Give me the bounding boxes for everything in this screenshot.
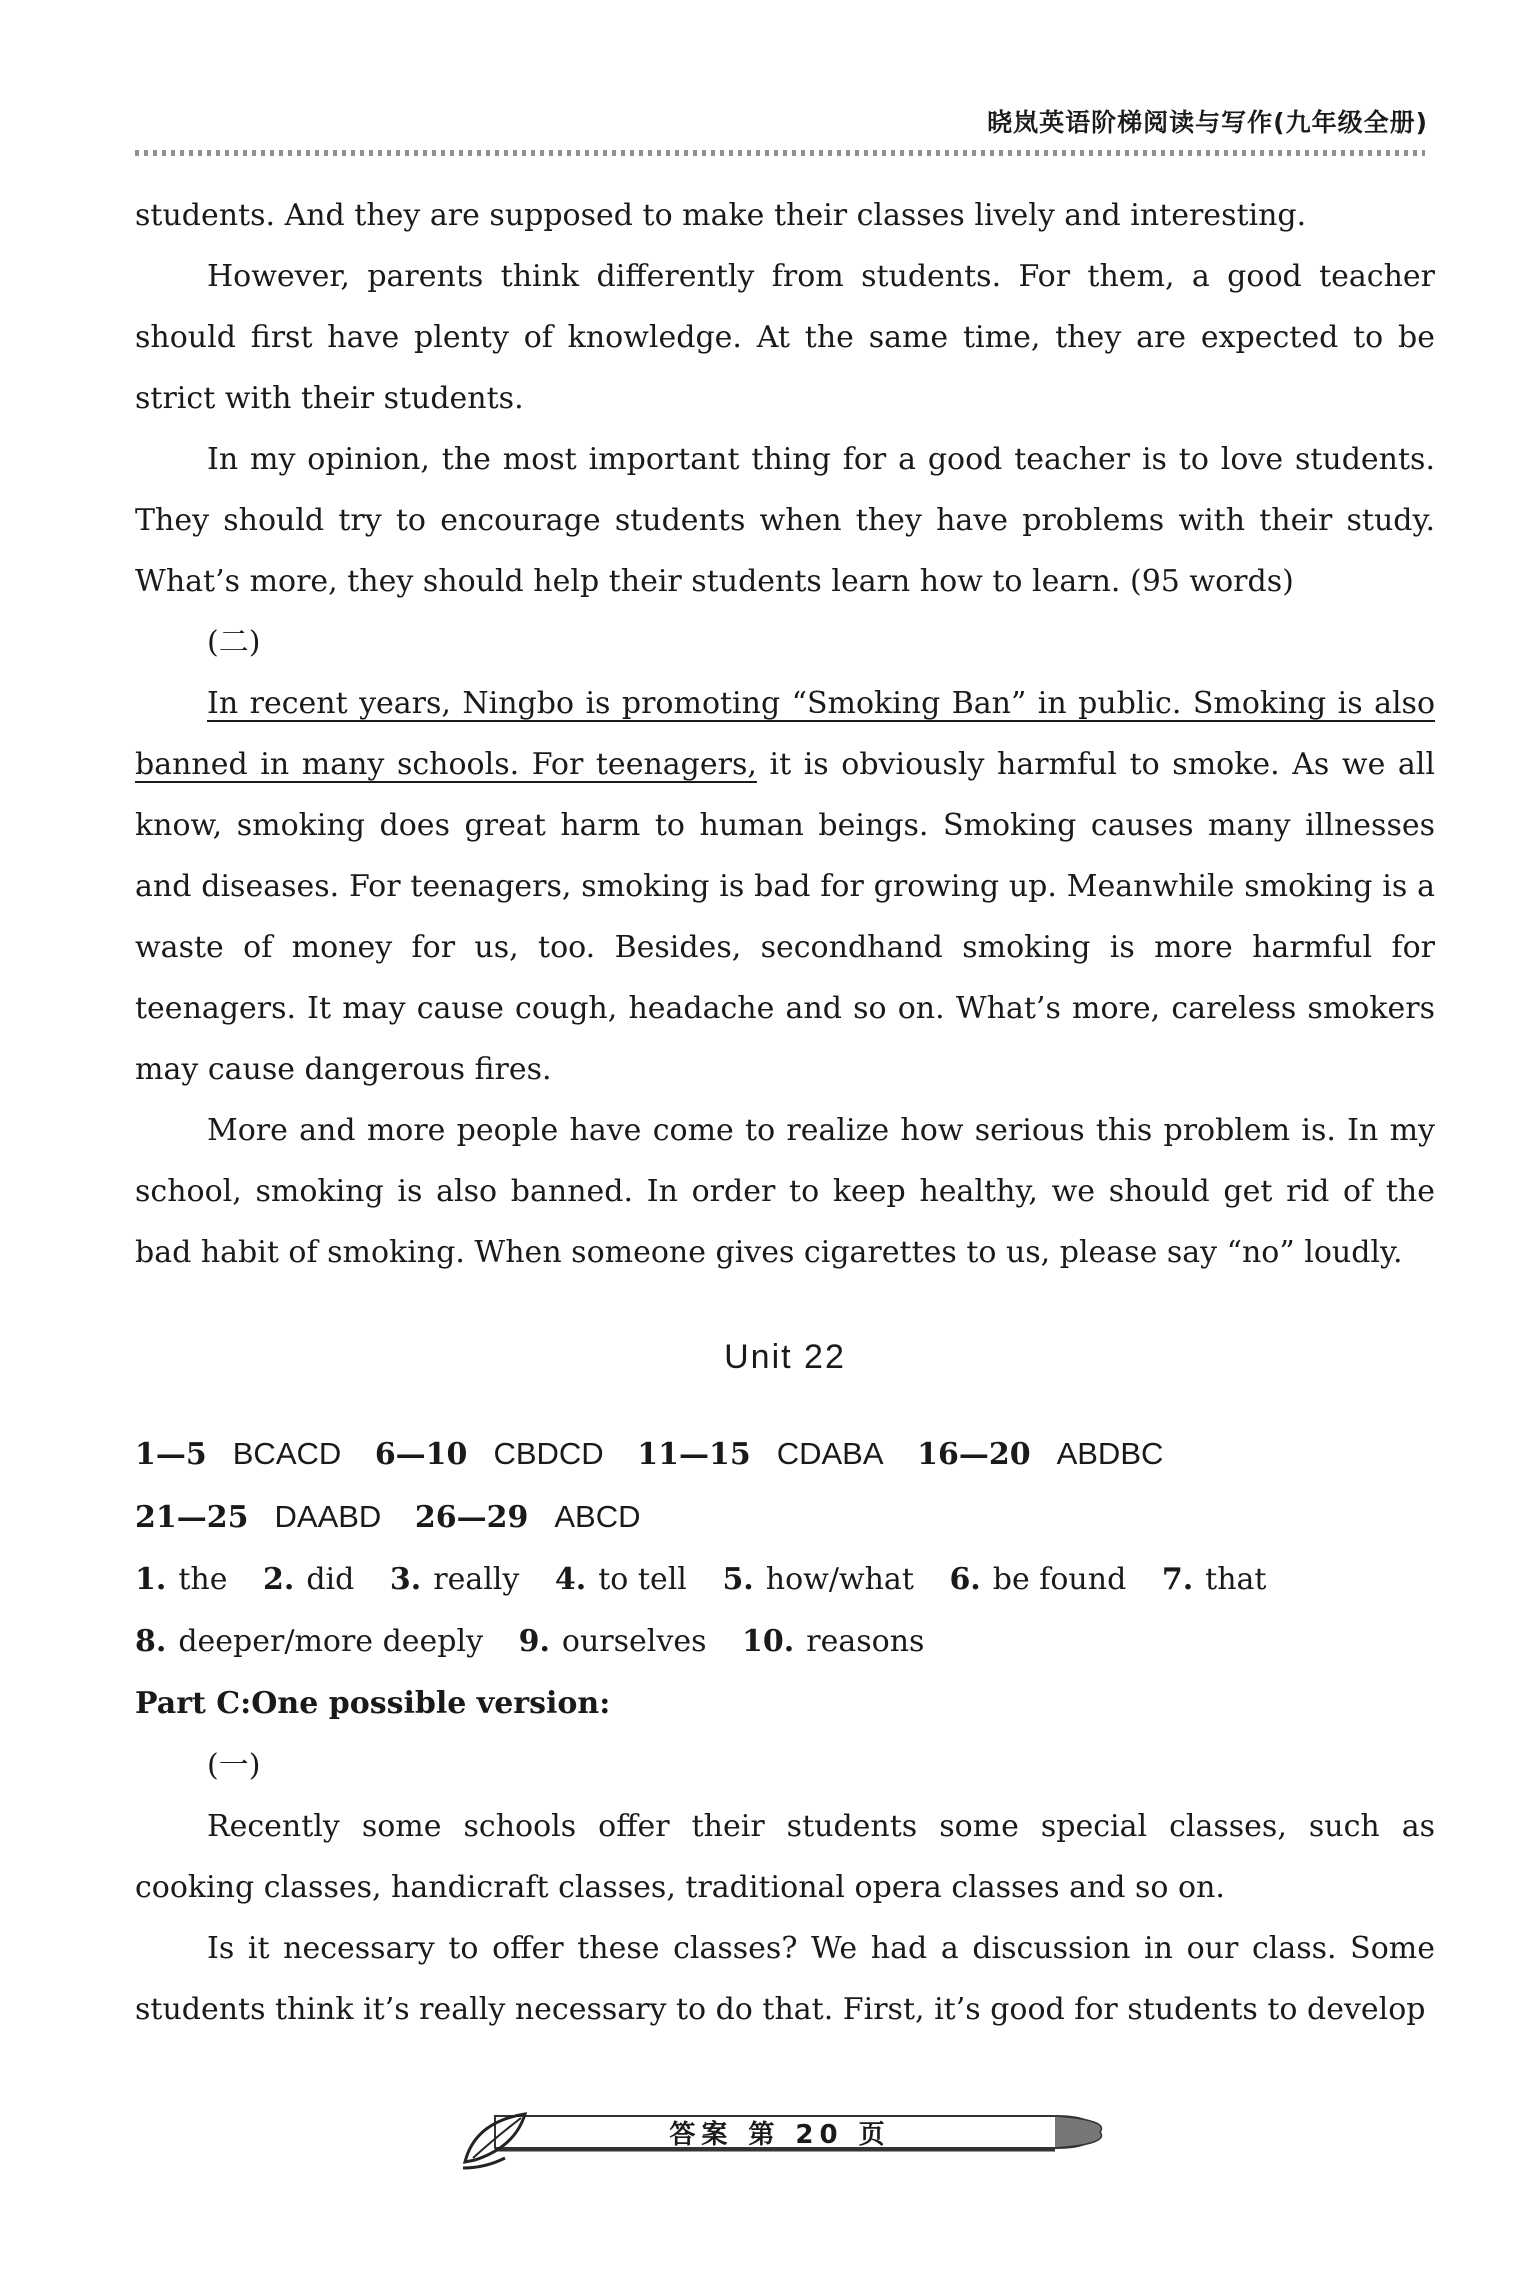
answer-range: 26—29 — [414, 1500, 529, 1535]
answer-key-row-1 — [135, 1423, 1435, 1486]
fill-number: 9. — [518, 1624, 550, 1659]
fill-number: 7. — [1161, 1562, 1194, 1597]
answer-range: 1—5 — [135, 1437, 207, 1472]
fill-answers-row-1 — [135, 1549, 1435, 1611]
fill-number: 8. — [135, 1624, 167, 1659]
header-divider — [135, 150, 1425, 156]
fill-number: 2. — [263, 1562, 295, 1597]
answer-key: BCACD — [232, 1436, 342, 1471]
part-c-heading: Part C:One possible version: — [135, 1686, 611, 1721]
answer-key: ABCD — [554, 1499, 641, 1534]
fill-answer: that — [1205, 1562, 1267, 1597]
page-number-label: 答案 第 20 页 — [669, 2119, 891, 2150]
fill-number: 10. — [742, 1624, 795, 1659]
answer-range: 16—20 — [917, 1437, 1031, 1472]
page-body — [135, 185, 1435, 2040]
leaf-ornament-icon — [455, 2102, 565, 2172]
fill-answer: deeper/more deeply — [178, 1624, 484, 1659]
fill-number: 3. — [389, 1562, 422, 1597]
answer-key: CBDCD — [493, 1436, 604, 1471]
fill-answer: be found — [992, 1562, 1127, 1597]
fill-number: 1. — [135, 1562, 167, 1597]
fill-number: 6. — [949, 1562, 981, 1597]
fill-answers-row-2 — [135, 1611, 1435, 1673]
paragraph-smoking-ban — [135, 673, 1435, 1100]
answer-key-row-2 — [135, 1486, 1435, 1549]
fill-number: 5. — [722, 1562, 754, 1597]
paragraph-opinion: In my opinion, the most important thing for a good teacher is to love students. They should try to encourage students when they have problems with their study. What’s more, they should help their students learn how to learn. (95 words) — [135, 442, 1435, 599]
fill-answer: how/what — [765, 1562, 914, 1597]
unit-title: Unit 22 — [724, 1338, 846, 1376]
fill-answer: to tell — [598, 1562, 687, 1597]
answer-range: 11—15 — [637, 1437, 751, 1472]
paragraph-smoking-conclusion: More and more people have come to realize how serious this problem is. In my school, smoking is also banned. In order to keep healthy, we should get rid of the bad habit of smoking. When someone gives cigarettes to us, please say “no” loudly. — [135, 1113, 1435, 1270]
paragraph-continuation: students. And they are supposed to make their classes lively and interesting. — [135, 198, 1307, 233]
answer-key: CDABA — [776, 1436, 884, 1471]
underlined-sentence: In recent years, Ningbo is promoting “Smoking Ban” in public. Smoking is also banned in many schools. For teenagers, — [135, 686, 1435, 782]
answer-range: 6—10 — [374, 1437, 468, 1472]
answer-key: ABDBC — [1056, 1436, 1164, 1471]
answer-key: DAABD — [274, 1499, 382, 1534]
fill-answer: reasons — [806, 1624, 925, 1659]
answer-range: 21—25 — [135, 1500, 249, 1535]
fill-answer: really — [433, 1562, 520, 1597]
section-label-two: (二) — [207, 625, 261, 660]
fill-answer: the — [178, 1562, 228, 1597]
running-header: 晓岚英语阶梯阅读与写作(九年级全册) — [987, 108, 1428, 137]
fill-answer: did — [306, 1562, 355, 1597]
paragraph-discussion: Is it necessary to offer these classes? We had a discussion in our class. Some students think it’s really necessary to do that. First, it’s good for students to develop — [135, 1931, 1435, 2027]
section-label-one: (一) — [207, 1748, 261, 1783]
fill-number: 4. — [554, 1562, 587, 1597]
paragraph-parents: However, parents think differently from students. For them, a good teacher should first have plenty of knowledge. At the same time, they are expected to be strict with their students. — [135, 259, 1435, 416]
fill-answer: ourselves — [561, 1624, 707, 1659]
paragraph-smoking-ban-rest: it is obviously harmful to smoke. As we all know, smoking does great harm to human beings. Smoking causes many illnesses and diseases. For teenagers, smoking is bad for growing up. Meanwhile smoking is a waste of money for us, too. Besides, secondhand smoking is more harmful for teenagers. It may cause cough, headache and so on. What’s more, careless smokers may cause dangerous fires. — [135, 747, 1436, 1087]
paragraph-special-classes: Recently some schools offer their students some special classes, such as cooking classes, handicraft classes, traditional opera classes and so on. — [135, 1809, 1435, 1905]
